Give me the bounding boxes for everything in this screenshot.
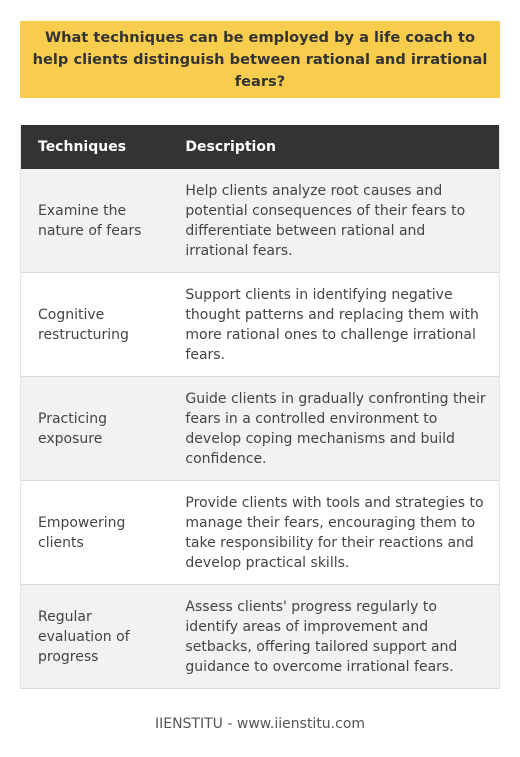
table-row bbox=[21, 481, 499, 585]
table-header-row bbox=[21, 125, 499, 169]
description-cell: Provide clients with tools and strategies to manage their fears, encouraging them to take responsibility for their reactions and develop practical skills. bbox=[185, 494, 484, 571]
technique-cell: Practicing exposure bbox=[38, 410, 107, 447]
table-row bbox=[21, 273, 499, 377]
description-cell: Support clients in identifying negative thought patterns and replacing them with more rational ones to challenge irrational fears. bbox=[185, 286, 479, 363]
column-header-description: Description bbox=[185, 139, 276, 155]
page-title: What techniques can be employed by a life coach to help clients distinguish between rational and irrational fears? bbox=[32, 28, 488, 90]
technique-cell: Cognitive restructuring bbox=[38, 306, 129, 343]
description-cell: Guide clients in gradually confronting their fears in a controlled environment to develop coping mechanisms and build confidence. bbox=[185, 390, 486, 467]
title-banner bbox=[20, 21, 500, 98]
technique-cell: Regular evaluation of progress bbox=[38, 608, 130, 665]
techniques-table bbox=[20, 125, 500, 689]
description-cell: Help clients analyze root causes and potential consequences of their fears to differentiate between rational and irrational fears. bbox=[185, 182, 466, 259]
description-cell: Assess clients' progress regularly to identify areas of improvement and setbacks, offering tailored support and guidance to overcome irrational fears. bbox=[185, 598, 458, 675]
footer-credit: IIENSTITU - www.iienstitu.com bbox=[154, 716, 366, 732]
table-row bbox=[21, 585, 499, 689]
table-row bbox=[21, 169, 499, 273]
column-header-techniques: Techniques bbox=[38, 139, 127, 155]
table-row bbox=[21, 377, 499, 481]
technique-cell: Examine the nature of fears bbox=[38, 202, 142, 239]
technique-cell: Empowering clients bbox=[38, 514, 126, 551]
